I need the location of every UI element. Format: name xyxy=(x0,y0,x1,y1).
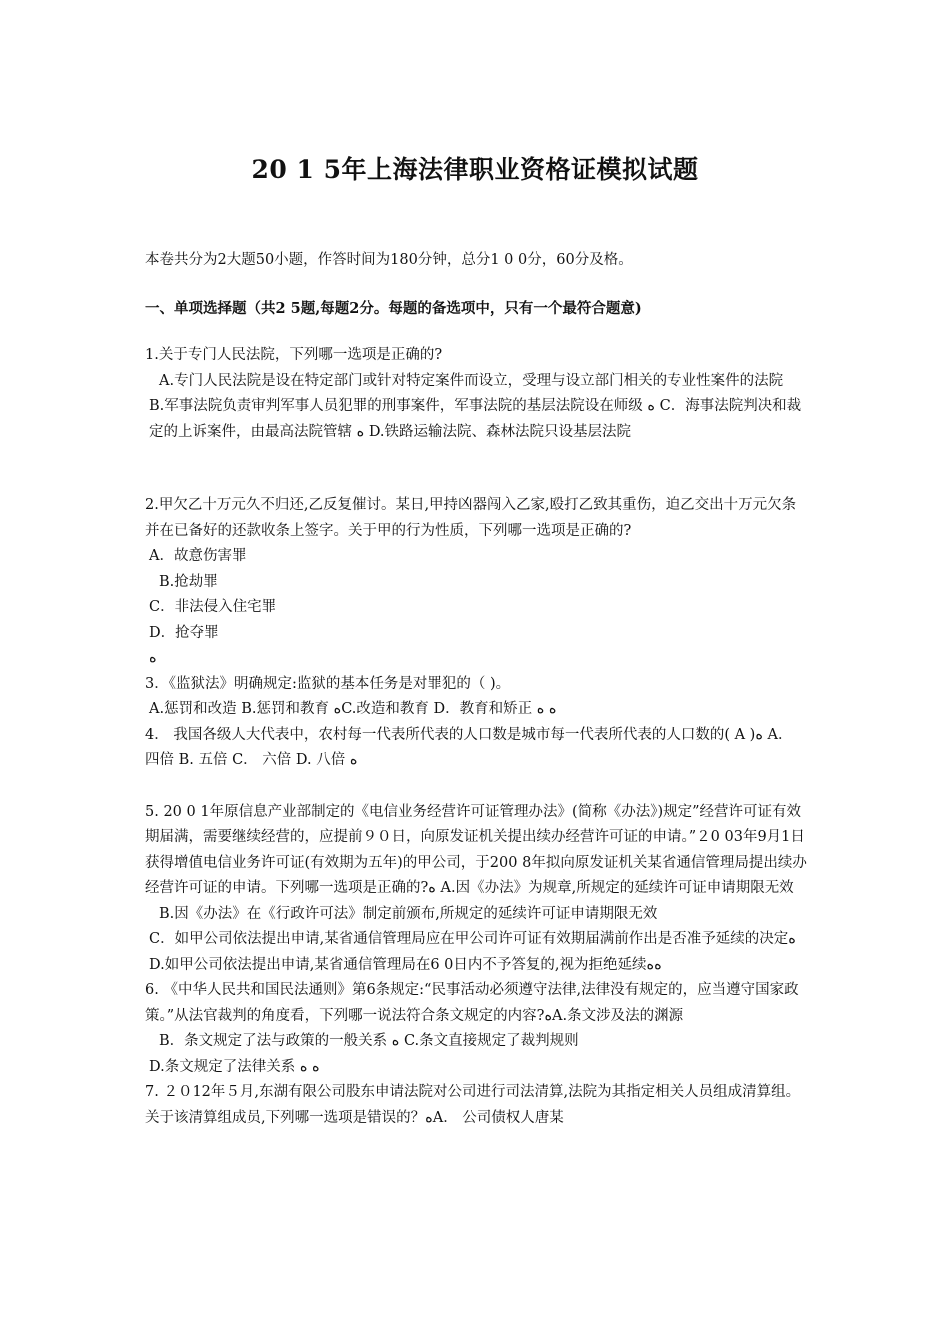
document-title: 20 1 5年上海法律职业资格证模拟试题 xyxy=(251,155,699,184)
question-5-stem: 5. 20 0 1年原信息产业部制定的《电信业务经营许可证管理办法》(简称《办法》)规定”经营许可证有效期届满，需要继续经营的，应提前９０日，向原发证机关提出续办经营许可证的申请。”２0 03年9月1日获得增值电信业务许可证(有效期为五年)的甲公司，于200 8年拟向原发证机关某省通信管理局提出续办经营许可证的申请。下列哪一选项是正确的?ﻩ A.因《办法》为规章,所规定的延续许可证申请期限无效 xyxy=(145,803,807,896)
question-4-stem: 4． 我国各级人大代表中，农村每一代表所代表的人口数是城市每一代表所代表的人口数的( A )ﻩ A． 四倍 B. 五倍 C． 六倍 D. 八倍 ﻩ xyxy=(145,726,793,768)
question-6-stem: 6. 《中华人民共和国民法通则》第6条规定:“民事活动必须遵守法律,法律没有规定的，应当遵守国家政策。”从法官裁判的角度看，下列哪一说法符合条文规定的内容?ﻩA.条文涉及法的渊源 xyxy=(145,982,799,1024)
question-6-options-bc: B．条文规定了法与政策的一般关系 ﻩ C.条文直接规定了裁判规则 xyxy=(159,1033,579,1049)
question-1-stem: 1.关于专门人民法院，下列哪一选项是正确的? xyxy=(145,347,443,363)
question-2-option-a: A．故意伤害罪 xyxy=(149,548,247,564)
question-5-options-cd: C．如甲公司依法提出申请,某省通信管理局应在甲公司许可证有效期届满前作出是否准予延续的决定ﻩD.如甲公司依法提出申请,某省通信管理局在6 0日内不予答复的,视为拒绝延续ﻩﻩ xyxy=(149,931,796,973)
question-2-option-b: B.抢劫罪 xyxy=(159,573,218,590)
document-body xyxy=(145,248,810,1131)
section-heading: 一、单项选择题（共2 5题,每题2分。每题的备选项中，只有一个最符合题意) xyxy=(145,299,642,317)
question-3-options: A.惩罚和改造 B.惩罚和教育 ﻩC.改造和教育 D．教育和矫正 ﻩ ﻩ xyxy=(149,701,557,717)
question-6-option-d: D.条文规定了法律关系 ﻩ ﻩ xyxy=(149,1058,320,1075)
question-1-options-bcd: B.军事法院负责审判军事人员犯罪的刑事案件，军事法院的基层法院设在师级 ﻩ C．海事法院判决和裁定的上诉案件，由最高法院管辖 ﻩ D.铁路运输法院、森林法院只设基层法院 xyxy=(149,398,802,440)
question-2-option-c: C．非法侵入住宅罪 xyxy=(149,599,277,615)
question-2-stem: 2.甲欠乙十万元久不归还,乙反复催讨。某日,甲持凶器闯入乙家,殴打乙致其重伤，迫乙交出十万元欠条并在已备好的还款收条上签字。关于甲的行为性质，下列哪一选项是正确的? xyxy=(145,497,797,539)
question-2-tail: ﻩ xyxy=(149,650,157,666)
question-2-option-d: D．抢夺罪 xyxy=(149,624,219,641)
question-3-stem: 3．《监狱法》明确规定:监狱的基本任务是对罪犯的（ )。 xyxy=(145,675,511,692)
question-5-option-b: B.因《办法》在《行政许可法》制定前颁布,所规定的延续许可证申请期限无效 xyxy=(159,905,658,922)
question-1-option-a: A.专门人民法院是设在特定部门或针对特定案件而设立，受理与设立部门相关的专业性案件的法院 xyxy=(159,372,784,389)
exam-intro: 本卷共分为2大题50小题，作答时间为180分钟，总分1 0 0分，60分及格。 xyxy=(145,252,633,268)
question-7-stem: 7. ２０12年５月,东湖有限公司股东申请法院对公司进行司法清算,法院为其指定相关人员组成清算组。关于该清算组成员,下列哪一选项是错误的？ﻩA． 公司债权人唐某 xyxy=(145,1084,801,1126)
